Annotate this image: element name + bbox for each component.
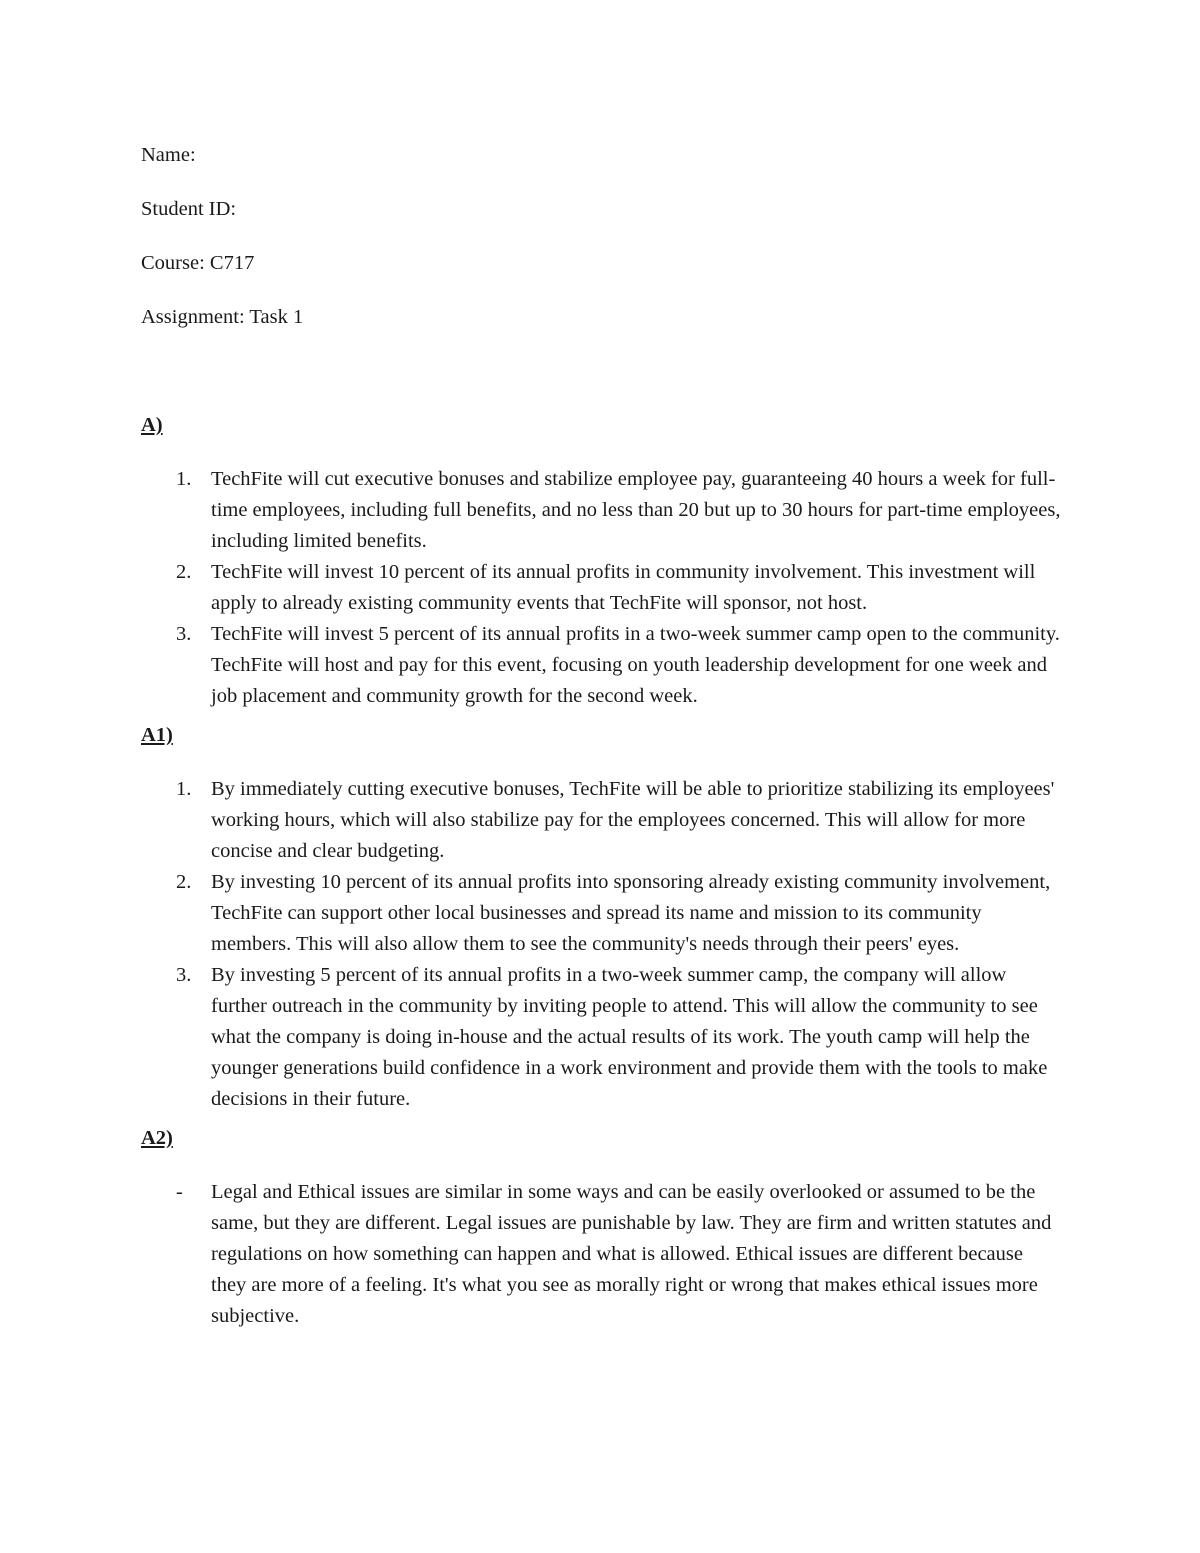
list-item: [141, 774, 1061, 867]
list-marker: 3.: [176, 964, 192, 986]
list-item: [141, 464, 1061, 557]
section-a-list: [141, 464, 1061, 712]
section-a1-list: [141, 774, 1061, 1115]
list-item: [141, 960, 1061, 1115]
assignment-label: Assignment: Task 1: [141, 306, 304, 328]
list-marker: -: [176, 1181, 183, 1203]
section-heading-a2: A2): [141, 1127, 173, 1149]
section-heading-a1: A1): [141, 724, 173, 746]
list-item: [141, 557, 1061, 619]
student-id-label: Student ID:: [141, 198, 237, 220]
list-item-text: TechFite will invest 5 percent of its annual profits in a two-week summer camp open to the community. TechFite will host and pay for this event, focusing on youth leadership development for one week and job placement and community growth for the second week.: [211, 623, 1060, 707]
list-item-text: By immediately cutting executive bonuses, TechFite will be able to prioritize stabilizing its employees' working hours, which will also stabilize pay for the employees concerned. This will allow for more concise and clear budgeting.: [211, 778, 1055, 862]
document-page: [141, 140, 1061, 1340]
list-marker: 2.: [176, 561, 192, 583]
list-marker: 3.: [176, 623, 192, 645]
name-label: Name:: [141, 144, 196, 166]
list-item: [141, 1177, 1061, 1332]
list-marker: 1.: [176, 468, 192, 490]
list-item-text: By investing 5 percent of its annual profits in a two-week summer camp, the company will allow further outreach in the community by inviting people to attend. This will allow the community to see what the company is doing in-house and the actual results of its work. The youth camp will help the younger generations build confidence in a work environment and provide them with the tools to make decisions in their future.: [211, 964, 1048, 1110]
section-a2-list: [141, 1177, 1061, 1332]
list-item-text: TechFite will cut executive bonuses and stabilize employee pay, guaranteeing 40 hours a week for full-time employees, including full benefits, and no less than 20 but up to 30 hours for part-time employees, including limited benefits.: [211, 468, 1061, 552]
list-item: [141, 619, 1061, 712]
list-marker: 2.: [176, 871, 192, 893]
document-header: [141, 140, 1061, 333]
list-item-text: Legal and Ethical issues are similar in some ways and can be easily overlooked or assumed to be the same, but they are different. Legal issues are punishable by law. They are firm and written statutes and regulations on how something can happen and what is allowed. Ethical issues are different because they are more of a feeling. It's what you see as morally right or wrong that makes ethical issues more subjective.: [211, 1181, 1052, 1327]
list-marker: 1.: [176, 778, 192, 800]
list-item-text: TechFite will invest 10 percent of its annual profits in community involvement. This investment will apply to already existing community events that TechFite will sponsor, not host.: [211, 561, 1036, 614]
list-item: [141, 867, 1061, 960]
list-item-text: By investing 10 percent of its annual profits into sponsoring already existing community involvement, TechFite can support other local businesses and spread its name and mission to its community members. This will also allow them to see the community's needs through their peers' eyes.: [211, 871, 1051, 955]
section-heading-a: A): [141, 414, 163, 436]
course-label: Course: C717: [141, 252, 255, 274]
